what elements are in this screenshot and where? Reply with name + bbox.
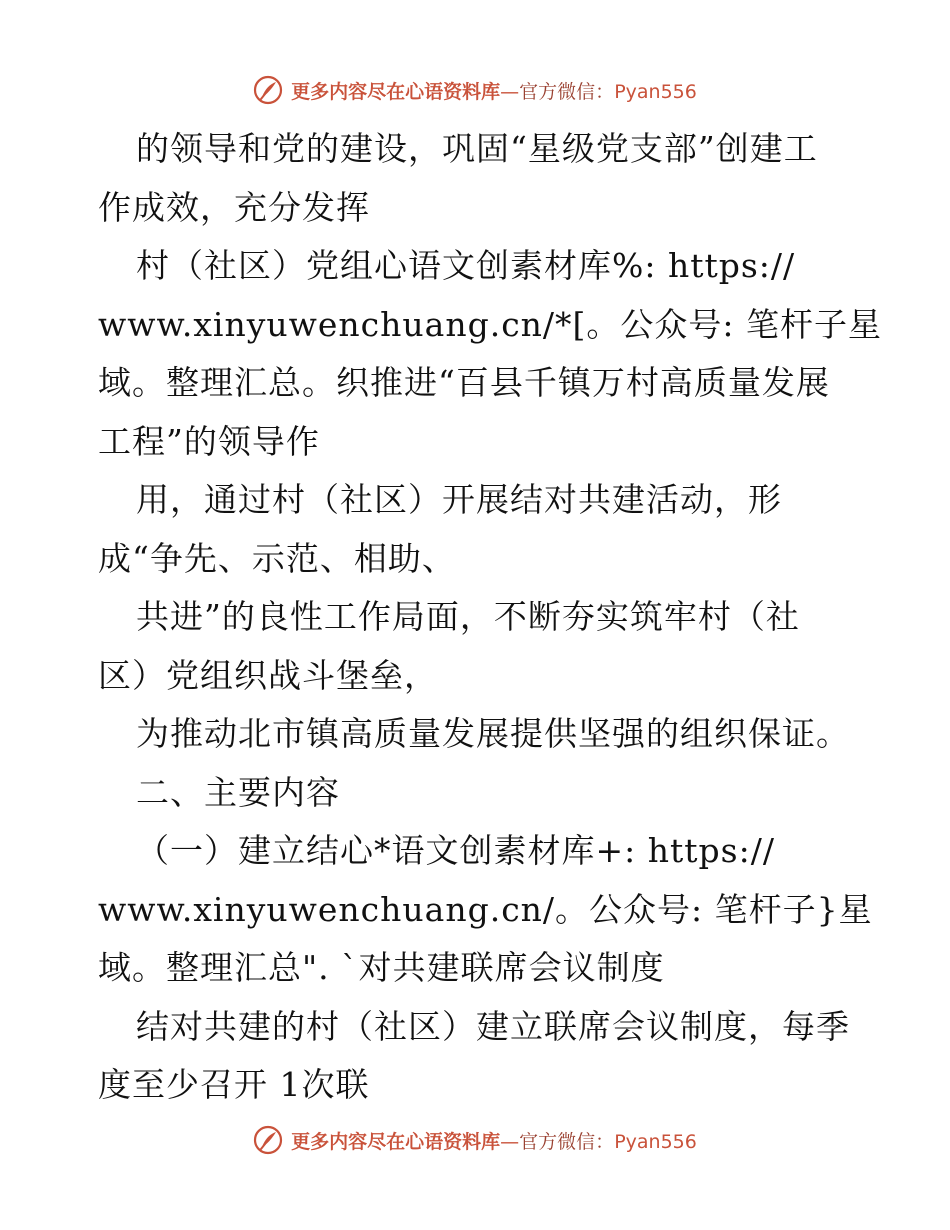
watermark-wechat-id: Pyan556: [614, 1130, 697, 1153]
text-line: 区）党组织战斗堡垒，: [98, 655, 438, 695]
document-body: [98, 120, 883, 1115]
section-heading: 二、主要内容: [136, 772, 340, 812]
quill-logo-icon: [253, 75, 283, 105]
watermark-text: [291, 1127, 697, 1154]
watermark-separator: —: [500, 1130, 520, 1153]
text-line: （一）建立结心*语文创素材库+: https://: [136, 831, 775, 870]
watermark-wechat-label: 官方微信：: [519, 80, 615, 103]
text-line: www.xinyuwenchuang.cn/*[。公众号: 笔杆子星: [98, 304, 883, 344]
text-line: 为推动北市镇高质量发展提供坚强的组织保证。: [136, 714, 850, 753]
watermark-wechat-id: Pyan556: [614, 80, 697, 103]
text-line: 村（社区）党组心语文创素材库%: https://: [136, 246, 796, 285]
text-line: 域。整理汇总。织推进“百县千镇万村高质量发展: [98, 363, 830, 402]
watermark-text: [291, 77, 697, 104]
header-watermark: [0, 72, 950, 108]
text-line: 成“争先、示范、相助、: [98, 538, 456, 578]
text-line: 用，通过村（社区）开展结对共建活动，形: [136, 480, 782, 519]
text-line: 域。整理汇总". `对共建联席会议制度: [98, 948, 665, 987]
quill-logo-icon: [253, 1125, 283, 1155]
text-line: 的领导和党的建设，巩固“星级党支部”创建工: [136, 129, 818, 168]
text-line: 结对共建的村（社区）建立联席会议制度，每季: [136, 1006, 850, 1046]
text-line: 作成效，充分发挥: [98, 187, 370, 227]
text-line: 工程”的领导作: [98, 421, 320, 461]
watermark-brand: 更多内容尽在心语资料库: [291, 1130, 501, 1153]
watermark-separator: —: [500, 80, 520, 103]
text-line: www.xinyuwenchuang.cn/。公众号: 笔杆子}星: [98, 889, 873, 929]
footer-watermark: [0, 1122, 950, 1158]
watermark-brand: 更多内容尽在心语资料库: [291, 80, 501, 103]
text-line: 共进”的良性工作局面，不断夯实筑牢村（社: [136, 597, 800, 636]
text-line: 度至少召开 1次联: [98, 1065, 370, 1104]
watermark-wechat-label: 官方微信：: [519, 1130, 615, 1153]
